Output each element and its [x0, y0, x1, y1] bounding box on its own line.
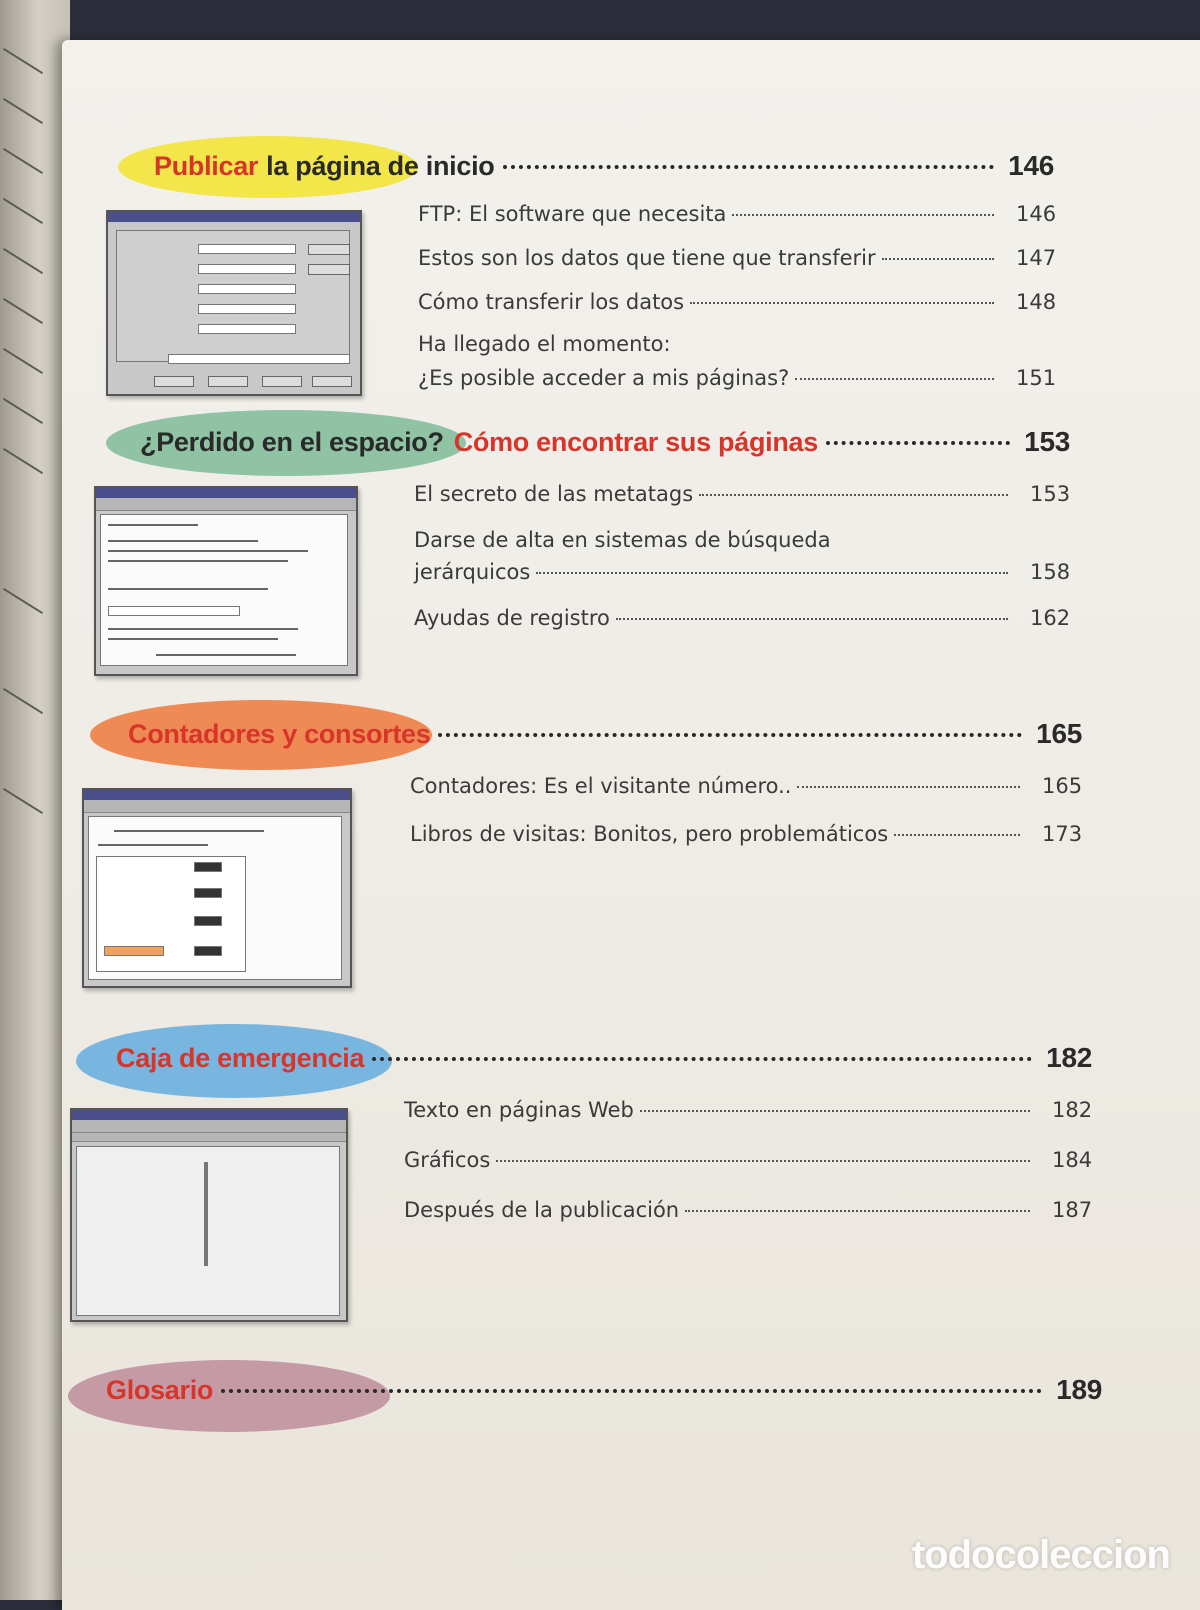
heading-red-part: Glosario [106, 1375, 214, 1405]
entry-page-number: 146 [1016, 202, 1057, 226]
heading-dark-part: ¿Perdido en el espacio? [140, 427, 444, 457]
dot-leader [732, 214, 994, 216]
toc-entry[interactable] [410, 774, 1082, 798]
dot-leader [882, 258, 994, 260]
entry-page-number: 173 [1042, 822, 1083, 846]
dot-leader [795, 378, 994, 380]
entry-page-number: 182 [1052, 1098, 1093, 1122]
dot-leader [797, 786, 1020, 788]
entry-title: ¿Es posible acceder a mis páginas? [418, 366, 790, 390]
entry-page-number: 187 [1052, 1198, 1093, 1222]
entry-title: Texto en páginas Web [404, 1098, 634, 1122]
section-heading-caja[interactable] [116, 1042, 1092, 1074]
entry-title: El secreto de las metatags [414, 482, 694, 506]
dot-leader [894, 834, 1020, 836]
toc-entry[interactable] [418, 366, 1056, 390]
heading-red-part: Contadores y consortes [128, 719, 431, 749]
entry-title: Después de la publicación [404, 1198, 680, 1222]
entry-title: FTP: El software que necesita [418, 202, 727, 226]
toc-entry[interactable] [418, 246, 1056, 270]
section-page-number: 189 [1056, 1374, 1102, 1405]
entry-title: Ayudas de registro [414, 606, 610, 630]
section-page-number: 153 [1024, 426, 1070, 457]
screenshot-thumbnail-metatags [94, 486, 358, 676]
entry-page-number: 151 [1016, 366, 1057, 390]
entry-title: Cómo transferir los datos [418, 290, 685, 314]
dot-leader [699, 494, 1008, 496]
toc-entry[interactable] [418, 202, 1056, 226]
entry-title: Libros de visitas: Bonitos, pero problemáticos [410, 822, 889, 846]
entry-page-number: 158 [1030, 560, 1071, 584]
book-page [62, 40, 1200, 1610]
section-page-number: 165 [1036, 718, 1082, 749]
heading-red-part: Cómo encontrar sus páginas [453, 427, 818, 457]
entry-page-number: 153 [1030, 482, 1071, 506]
dot-leader [685, 1210, 1030, 1212]
entry-page-number: 184 [1052, 1148, 1093, 1172]
left-page-edge [0, 0, 70, 1600]
entry-title: Contadores: Es el visitante número.. [410, 774, 792, 798]
heading-dark-part: la página de inicio [266, 151, 495, 181]
entry-page-number: 165 [1042, 774, 1083, 798]
section-heading-glosario[interactable] [106, 1374, 1102, 1406]
toc-entry[interactable] [414, 606, 1070, 630]
toc-entry[interactable] [410, 822, 1082, 846]
screenshot-thumbnail-editor [70, 1108, 348, 1322]
section-heading-contadores[interactable] [128, 718, 1082, 750]
dot-leader [690, 302, 994, 304]
dot-leader [826, 441, 1010, 445]
dot-leader [503, 165, 995, 169]
section-page-number: 182 [1046, 1042, 1092, 1073]
screenshot-thumbnail-ftp-dialog [106, 210, 362, 396]
dot-leader [640, 1110, 1030, 1112]
heading-red-part: Publicar [154, 151, 259, 181]
toc-entry[interactable] [414, 560, 1070, 584]
dot-leader [372, 1057, 1032, 1061]
entry-page-number: 147 [1016, 246, 1057, 270]
entry-first-line: Ha llegado el momento: [418, 332, 671, 356]
dot-leader [438, 733, 1022, 737]
section-heading-perdido[interactable] [140, 426, 1070, 458]
toc-entry[interactable] [404, 1098, 1092, 1122]
toc-entry[interactable] [418, 290, 1056, 314]
dot-leader [496, 1160, 1030, 1162]
section-heading-publicar[interactable] [154, 150, 1054, 182]
section-page-number: 146 [1008, 150, 1054, 181]
entry-first-line: Darse de alta en sistemas de búsqueda [414, 528, 831, 552]
watermark-logo: todocoleccion [911, 1533, 1170, 1577]
dot-leader [536, 572, 1008, 574]
dot-leader [221, 1389, 1042, 1393]
entry-title: jerárquicos [414, 560, 531, 584]
screenshot-thumbnail-counters [82, 788, 352, 988]
heading-red-part: Caja de emergencia [116, 1043, 365, 1073]
toc-entry[interactable] [404, 1148, 1092, 1172]
toc-entry[interactable] [404, 1198, 1092, 1222]
toc-entry[interactable] [414, 482, 1070, 506]
entry-title: Gráficos [404, 1148, 491, 1172]
entry-page-number: 162 [1030, 606, 1071, 630]
dot-leader [616, 618, 1008, 620]
entry-title: Estos son los datos que tiene que transferir [418, 246, 876, 270]
entry-page-number: 148 [1016, 290, 1057, 314]
